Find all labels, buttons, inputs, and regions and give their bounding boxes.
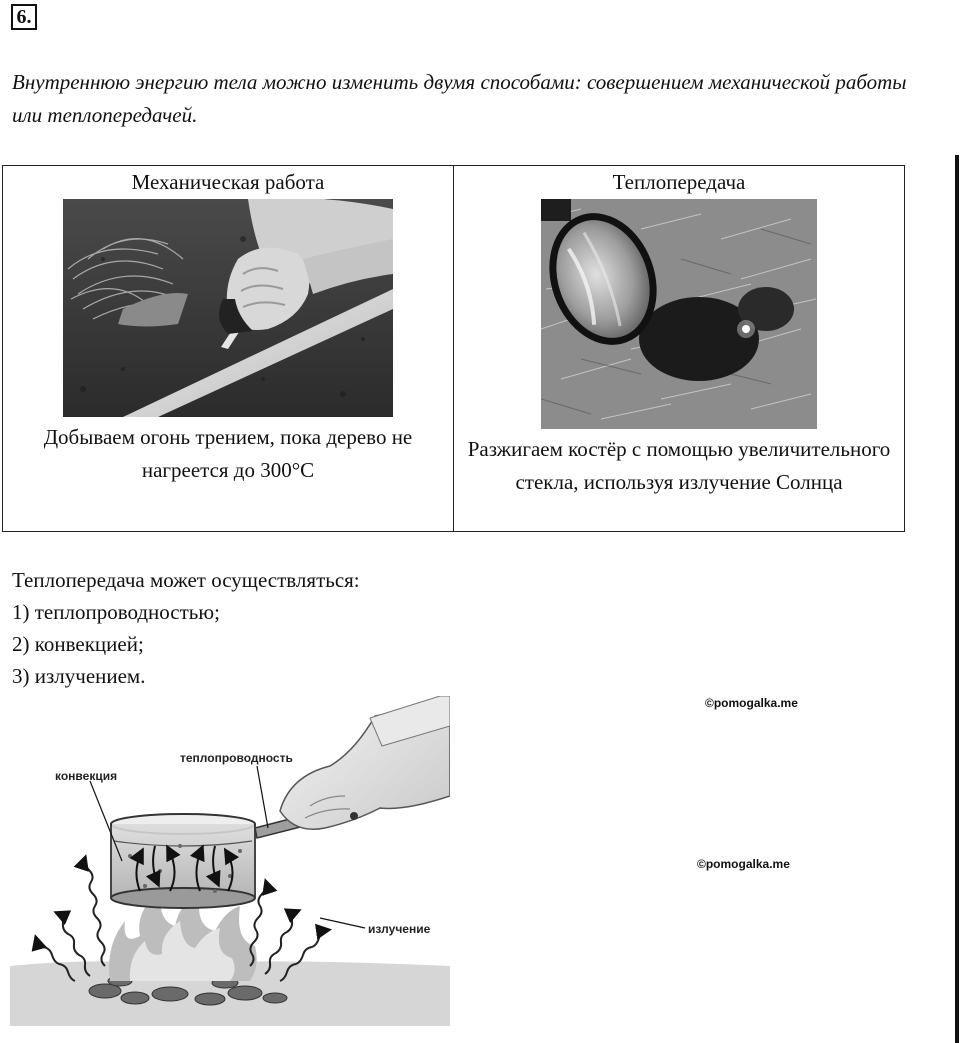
task-number: 6.	[11, 4, 37, 30]
mechanical-work-caption: Добываем огонь трением, пока дерево не нагреется до 300°С	[43, 425, 413, 482]
list-item: 1) теплопроводностью;	[12, 600, 220, 624]
watermark-bottom: ©pomogalka.me	[697, 857, 790, 871]
friction-fire-photo	[63, 199, 393, 417]
mechanical-work-cell	[3, 166, 454, 532]
watermark-top: ©pomogalka.me	[705, 696, 798, 710]
intro-text: Внутреннюю энергию тела можно изменить двумя способами: совершением механической работы или теплопередачей.	[12, 70, 907, 127]
list-item: 3) излучением.	[12, 664, 146, 688]
heat-transfer-methods-title: Теплопередача может осуществляться:	[12, 568, 360, 592]
magnifier-fire-photo	[541, 199, 817, 429]
list-item: 2) конвекцией;	[12, 632, 144, 656]
mechanical-work-title: Механическая работа	[131, 170, 325, 194]
comparison-table	[2, 165, 905, 532]
label-conduction: теплопроводность	[180, 751, 293, 765]
heat-transfer-title: Теплопередача	[612, 170, 746, 194]
label-convection: конвекция	[55, 769, 118, 783]
heat-transfer-cell	[454, 166, 905, 532]
heat-transfer-methods-list	[12, 596, 220, 692]
label-radiation: излучение	[368, 922, 431, 936]
page-edge-rule	[955, 155, 959, 1043]
heat-transfer-diagram	[10, 696, 450, 1026]
heat-transfer-caption: Разжигаем костёр с помощью увеличительного стекла, используя излучение Солнца	[467, 437, 891, 494]
